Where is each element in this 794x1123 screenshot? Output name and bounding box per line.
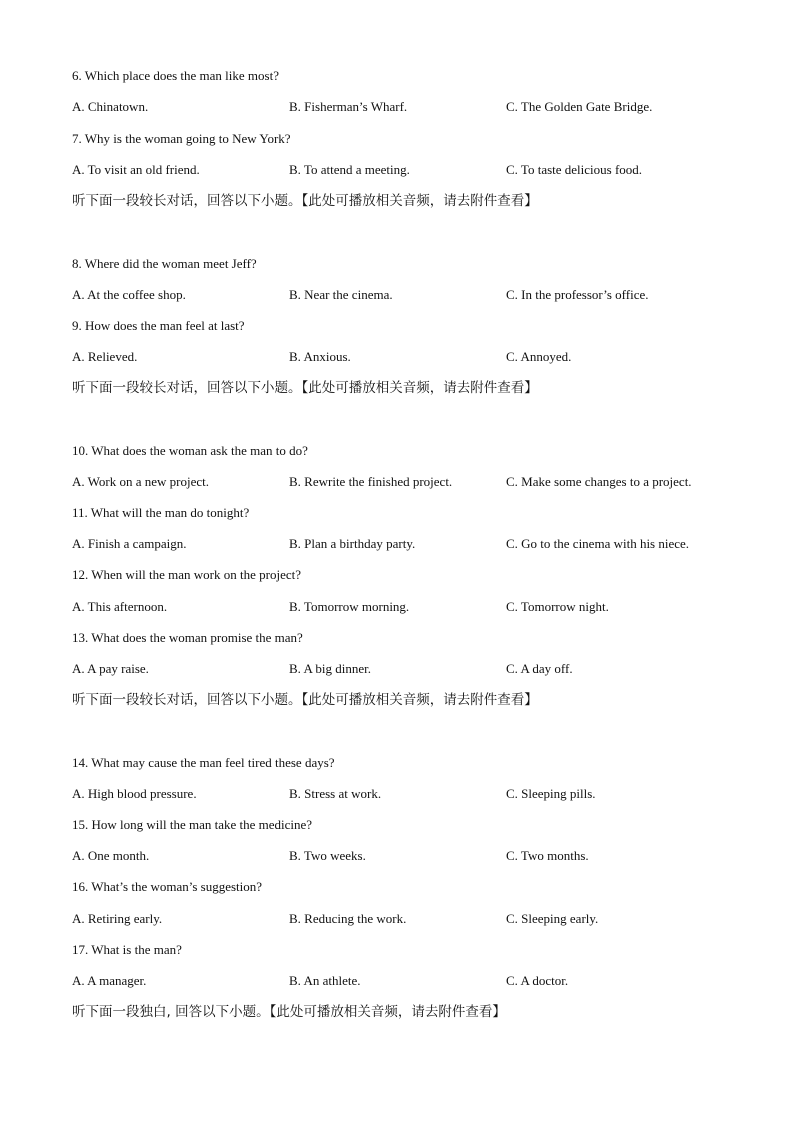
options-13 [72, 661, 732, 677]
options-6 [72, 99, 732, 115]
option-b: B. Two weeks. [289, 848, 366, 863]
option-a: A. High blood pressure. [72, 786, 197, 801]
question-14: 14. What may cause the man feel tired these days? [72, 755, 335, 770]
option-b: B. An athlete. [289, 973, 361, 988]
option-b: B. Anxious. [289, 349, 351, 364]
option-c: C. Sleeping pills. [506, 786, 596, 801]
options-10 [72, 474, 732, 490]
option-c: C. A doctor. [506, 973, 569, 988]
option-a: A. Finish a campaign. [72, 536, 187, 551]
options-15 [72, 848, 732, 864]
options-8 [72, 287, 732, 303]
question-8: 8. Where did the woman meet Jeff? [72, 256, 257, 271]
option-b: B. Rewrite the finished project. [289, 474, 453, 489]
option-b: B. Near the cinema. [289, 287, 393, 302]
option-a: A. A pay raise. [72, 661, 149, 676]
question-15: 15. How long will the man take the medicine? [72, 817, 313, 832]
options-14 [72, 786, 732, 802]
option-c: C. Go to the cinema with his niece. [506, 536, 690, 551]
option-a: A. Chinatown. [72, 99, 149, 114]
options-11 [72, 536, 732, 552]
option-b: B. Reducing the work. [289, 911, 407, 926]
question-7: 7. Why is the woman going to New York? [72, 131, 291, 146]
option-c: C. Two months. [506, 848, 589, 863]
question-9: 9. How does the man feel at last? [72, 318, 245, 333]
options-9 [72, 349, 732, 365]
question-13: 13. What does the woman promise the man? [72, 630, 303, 645]
option-b: B. Stress at work. [289, 786, 382, 801]
option-c: C. The Golden Gate Bridge. [506, 99, 653, 114]
option-b: B. A big dinner. [289, 661, 371, 676]
option-c: C. To taste delicious food. [506, 162, 643, 177]
option-a: A. This afternoon. [72, 599, 168, 614]
options-12 [72, 599, 732, 615]
section-instruction: 听下面一段较长对话，回答以下小题。【此处可播放相关音频，请去附件查看】 [72, 193, 538, 209]
option-c: C. Sleeping early. [506, 911, 599, 926]
section-instruction: 听下面一段较长对话，回答以下小题。【此处可播放相关音频，请去附件查看】 [72, 692, 538, 708]
option-a: A. Work on a new project. [72, 474, 209, 489]
question-12: 12. When will the man work on the project? [72, 567, 302, 582]
option-b: B. To attend a meeting. [289, 162, 410, 177]
option-a: A. A manager. [72, 973, 147, 988]
option-a: A. To visit an old friend. [72, 162, 200, 177]
option-b: B. Plan a birthday party. [289, 536, 416, 551]
option-b: B. Fisherman’s Wharf. [289, 99, 408, 114]
option-c: C. Annoyed. [506, 349, 572, 364]
option-a: A. One month. [72, 848, 150, 863]
option-c: C. A day off. [506, 661, 573, 676]
options-17 [72, 973, 732, 989]
option-a: A. Relieved. [72, 349, 138, 364]
options-7 [72, 162, 732, 178]
option-c: C. In the professor’s office. [506, 287, 649, 302]
options-16 [72, 911, 732, 927]
option-a: A. Retiring early. [72, 911, 163, 926]
question-6: 6. Which place does the man like most? [72, 68, 279, 83]
option-a: A. At the coffee shop. [72, 287, 186, 302]
question-10: 10. What does the woman ask the man to do? [72, 443, 308, 458]
option-c: C. Make some changes to a project. [506, 474, 692, 489]
question-11: 11. What will the man do tonight? [72, 505, 250, 520]
question-17: 17. What is the man? [72, 942, 182, 957]
section-instruction: 听下面一段较长对话，回答以下小题。【此处可播放相关音频，请去附件查看】 [72, 380, 538, 396]
option-c: C. Tomorrow night. [506, 599, 609, 614]
section-instruction: 听下面一段独白, 回答以下小题。【此处可播放相关音频，请去附件查看】 [72, 1004, 506, 1020]
question-16: 16. What’s the woman’s suggestion? [72, 879, 263, 894]
option-b: B. Tomorrow morning. [289, 599, 410, 614]
